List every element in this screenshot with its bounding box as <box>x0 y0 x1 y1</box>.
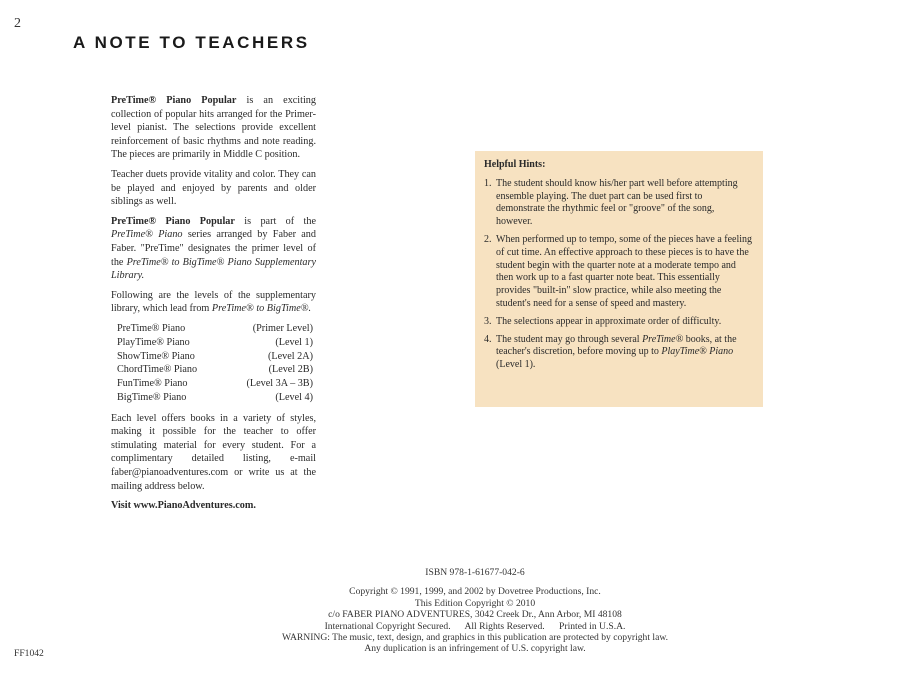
hint-number: 3. <box>484 315 492 327</box>
level-label: (Level 1) <box>275 336 313 348</box>
helpful-hints-box <box>475 151 763 407</box>
hint-text: The student may go through several PreTime® books, at the teacher's discretion, before moving up to PlayTime® Piano (Level 1). <box>496 333 737 371</box>
level-label: (Level 3A – 3B) <box>246 378 313 390</box>
level-book: PlayTime® Piano <box>117 336 190 348</box>
level-book: FunTime® Piano <box>117 378 188 390</box>
level-label: (Primer Level) <box>252 322 313 334</box>
product-name: PreTime® Piano Popular <box>111 215 235 227</box>
level-row <box>117 336 313 350</box>
hints-list <box>484 178 753 372</box>
series-name: PreTime® Piano <box>111 229 183 241</box>
page-title: A NOTE TO TEACHERS <box>73 33 310 52</box>
level-label: (Level 4) <box>275 391 313 403</box>
level-label: (Level 2B) <box>268 364 313 376</box>
catalog-code: FF1042 <box>14 648 44 659</box>
hint-text: The selections appear in approximate order of difficulty. <box>496 315 722 327</box>
publisher-address: c/o FABER PIANO ADVENTURES, 3042 Creek Dr., Ann Arbor, MI 48108 <box>328 609 622 621</box>
visit-website-line: Visit www.PianoAdventures.com. <box>111 500 256 512</box>
copyright-line: Copyright © 1991, 1999, and 2002 by Dovetree Productions, Inc. <box>349 586 601 598</box>
hint-item <box>484 334 753 372</box>
copyright-footer <box>200 567 750 655</box>
level-row <box>117 391 313 405</box>
library-name: PreTime® to BigTime® Piano Supplementary Library. <box>111 256 317 282</box>
product-name: PreTime® Piano Popular <box>111 95 237 106</box>
level-book: ShowTime® Piano <box>117 350 195 362</box>
intro-paragraph-5: Each level offers books in a variety of styles, making it possible for the teacher to offer stimulating material for every student. For a complimentary detailed listing, e-mail faber@pianoadventures.com or write us at the mailing address below. <box>111 412 316 492</box>
hint-text: The student should know his/her part well before attempting ensemble playing. The duet part can be used first to demonstrate the rhythmic feel or "groove" of the song, however. <box>496 177 738 228</box>
level-label: (Level 2A) <box>268 350 313 362</box>
level-row <box>117 350 313 364</box>
level-row <box>117 377 313 391</box>
level-book: PreTime® Piano <box>117 322 186 334</box>
intro-paragraph-1: PreTime® Piano Popular is an exciting collection of popular hits arranged for the Primer-level pianist. The selections provide excellent reinforcement of basic rhythms and note reading. The pieces are primarily in Middle C position. <box>111 95 316 161</box>
hint-item <box>484 178 753 229</box>
hint-number: 1. <box>484 177 492 189</box>
warning-line: WARNING: The music, text, design, and graphics in this publication are protected by copyright law. <box>281 632 669 644</box>
infringement-line: Any duplication is an infringement of U.S. copyright law. <box>364 643 586 655</box>
hint-number: 2. <box>484 233 492 245</box>
isbn: ISBN 978-1-61677-042-6 <box>425 567 525 578</box>
hint-item <box>484 316 753 329</box>
intro-paragraph-3: PreTime® Piano Popular is part of the PreTime® Piano series arranged by Faber and Faber. "PreTime" designates the primer level of the PreTime® to BigTime® Piano Supplementary Library. <box>111 215 317 282</box>
page-number: 2 <box>14 16 21 31</box>
hint-text: When performed up to tempo, some of the pieces have a feeling of cut time. An effective approach to these pieces is to have the student begin with the quarter note at a moderate tempo and then work up to a fast quarter note beat. This essentially provides "built-in" slow practice, while also meeting the student's need for a sense of speed and mastery. <box>496 233 753 309</box>
level-row <box>117 363 313 377</box>
hints-title: Helpful Hints: <box>484 159 546 170</box>
intro-column <box>111 94 316 519</box>
edition-line: This Edition Copyright © 2010 <box>414 597 536 609</box>
level-book: ChordTime® Piano <box>117 364 198 376</box>
levels-list <box>117 322 313 405</box>
rights-line: International Copyright Secured. All Rights Reserved. Printed in U.S.A. <box>324 620 626 632</box>
level-book: BigTime® Piano <box>117 391 187 403</box>
hint-number: 4. <box>484 333 492 345</box>
intro-paragraph-2: Teacher duets provide vitality and color. They can be played and enjoyed by parents and older siblings as well. <box>111 168 316 208</box>
hint-item <box>484 234 753 311</box>
intro-paragraph-4: Following are the levels of the supplementary library, which lead from PreTime® to BigTime®. <box>111 289 316 315</box>
level-row <box>117 322 313 336</box>
